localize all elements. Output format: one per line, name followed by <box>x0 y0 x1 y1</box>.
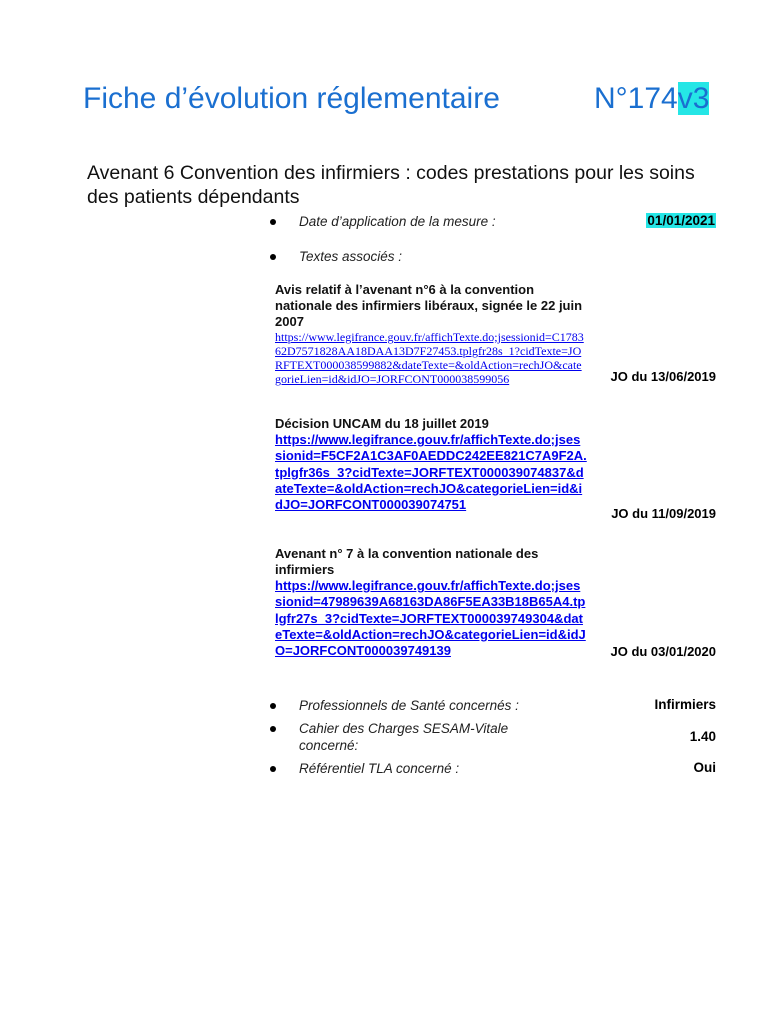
application-date-value: 01/01/2021 <box>647 213 715 228</box>
reference-item <box>275 416 587 513</box>
reference-jo-date: JO du 11/09/2019 <box>611 506 716 521</box>
detail-value: Oui <box>693 760 716 775</box>
reference-item <box>275 282 587 386</box>
detail-row-sesam <box>270 720 716 756</box>
document-subtitle: Avenant 6 Convention des infirmiers : codes prestations pour les soins des patients dépendants <box>87 162 695 208</box>
reference-title: Avenant n° 7 à la convention nationale des infirmiers <box>275 546 539 577</box>
bullet-icon <box>270 219 276 225</box>
application-date-row <box>270 213 716 233</box>
detail-label: Référentiel TLA concerné : <box>299 761 460 776</box>
bullet-icon <box>270 766 276 772</box>
reference-link[interactable]: https://www.legifrance.gouv.fr/affichTexte.do;jsessionid=C178362D7571828AA18DAA13D7F27453.tplgfr28s_1?cidTexte=JORFTEXT000038599882&dateTexte=&oldAction=rechJO&categorieLien=id&idJO=JORFCONT000038599056 <box>275 330 584 386</box>
related-texts-row <box>270 248 716 268</box>
reference-title: Avis relatif à l’avenant n°6 à la convention nationale des infirmiers libéraux, signée le 22 juin 2007 <box>275 282 583 329</box>
detail-label: Professionnels de Santé concernés : <box>299 698 519 713</box>
document-title: Fiche d’évolution réglementaire <box>83 82 500 115</box>
detail-row-tla <box>270 760 716 780</box>
version-badge: v3 <box>677 82 710 115</box>
reference-jo-date: JO du 03/01/2020 <box>610 644 716 659</box>
reference-link[interactable]: https://www.legifrance.gouv.fr/affichTexte.do;jsessionid=F5CF2A1C3AF0AEDDC242EE821C7A9F2A.tplgfr36s_3?cidTexte=JORFTEXT000039074837&dateTexte=&oldAction=rechJO&categorieLien=id&idJO=JORFCONT000039074751 <box>275 432 587 513</box>
reference-title: Décision UNCAM du 18 juillet 2019 <box>275 416 489 431</box>
bullet-icon <box>270 254 276 260</box>
reference-item <box>275 546 587 659</box>
document-number <box>594 82 709 116</box>
detail-value: Infirmiers <box>654 697 716 712</box>
reference-link[interactable]: https://www.legifrance.gouv.fr/affichTexte.do;jsessionid=47989639A68163DA86F5EA33B18B65A4.tplgfr27s_3?cidTexte=JORFTEXT000039749304&dateTexte=&oldAction=rechJO&categorieLien=id&idJO=JORFCONT000039749139 <box>275 578 586 659</box>
related-texts-label: Textes associés : <box>299 249 403 264</box>
application-date-label: Date d’application de la mesure : <box>299 214 496 229</box>
detail-label: Cahier des Charges SESAM-Vitale concerné: <box>299 721 509 753</box>
number-prefix: N°174 <box>594 82 678 115</box>
bullet-icon <box>270 726 276 732</box>
bullet-icon <box>270 703 276 709</box>
detail-row-professionals <box>270 697 716 717</box>
detail-value: 1.40 <box>689 729 716 744</box>
reference-jo-date: JO du 13/06/2019 <box>610 369 716 384</box>
